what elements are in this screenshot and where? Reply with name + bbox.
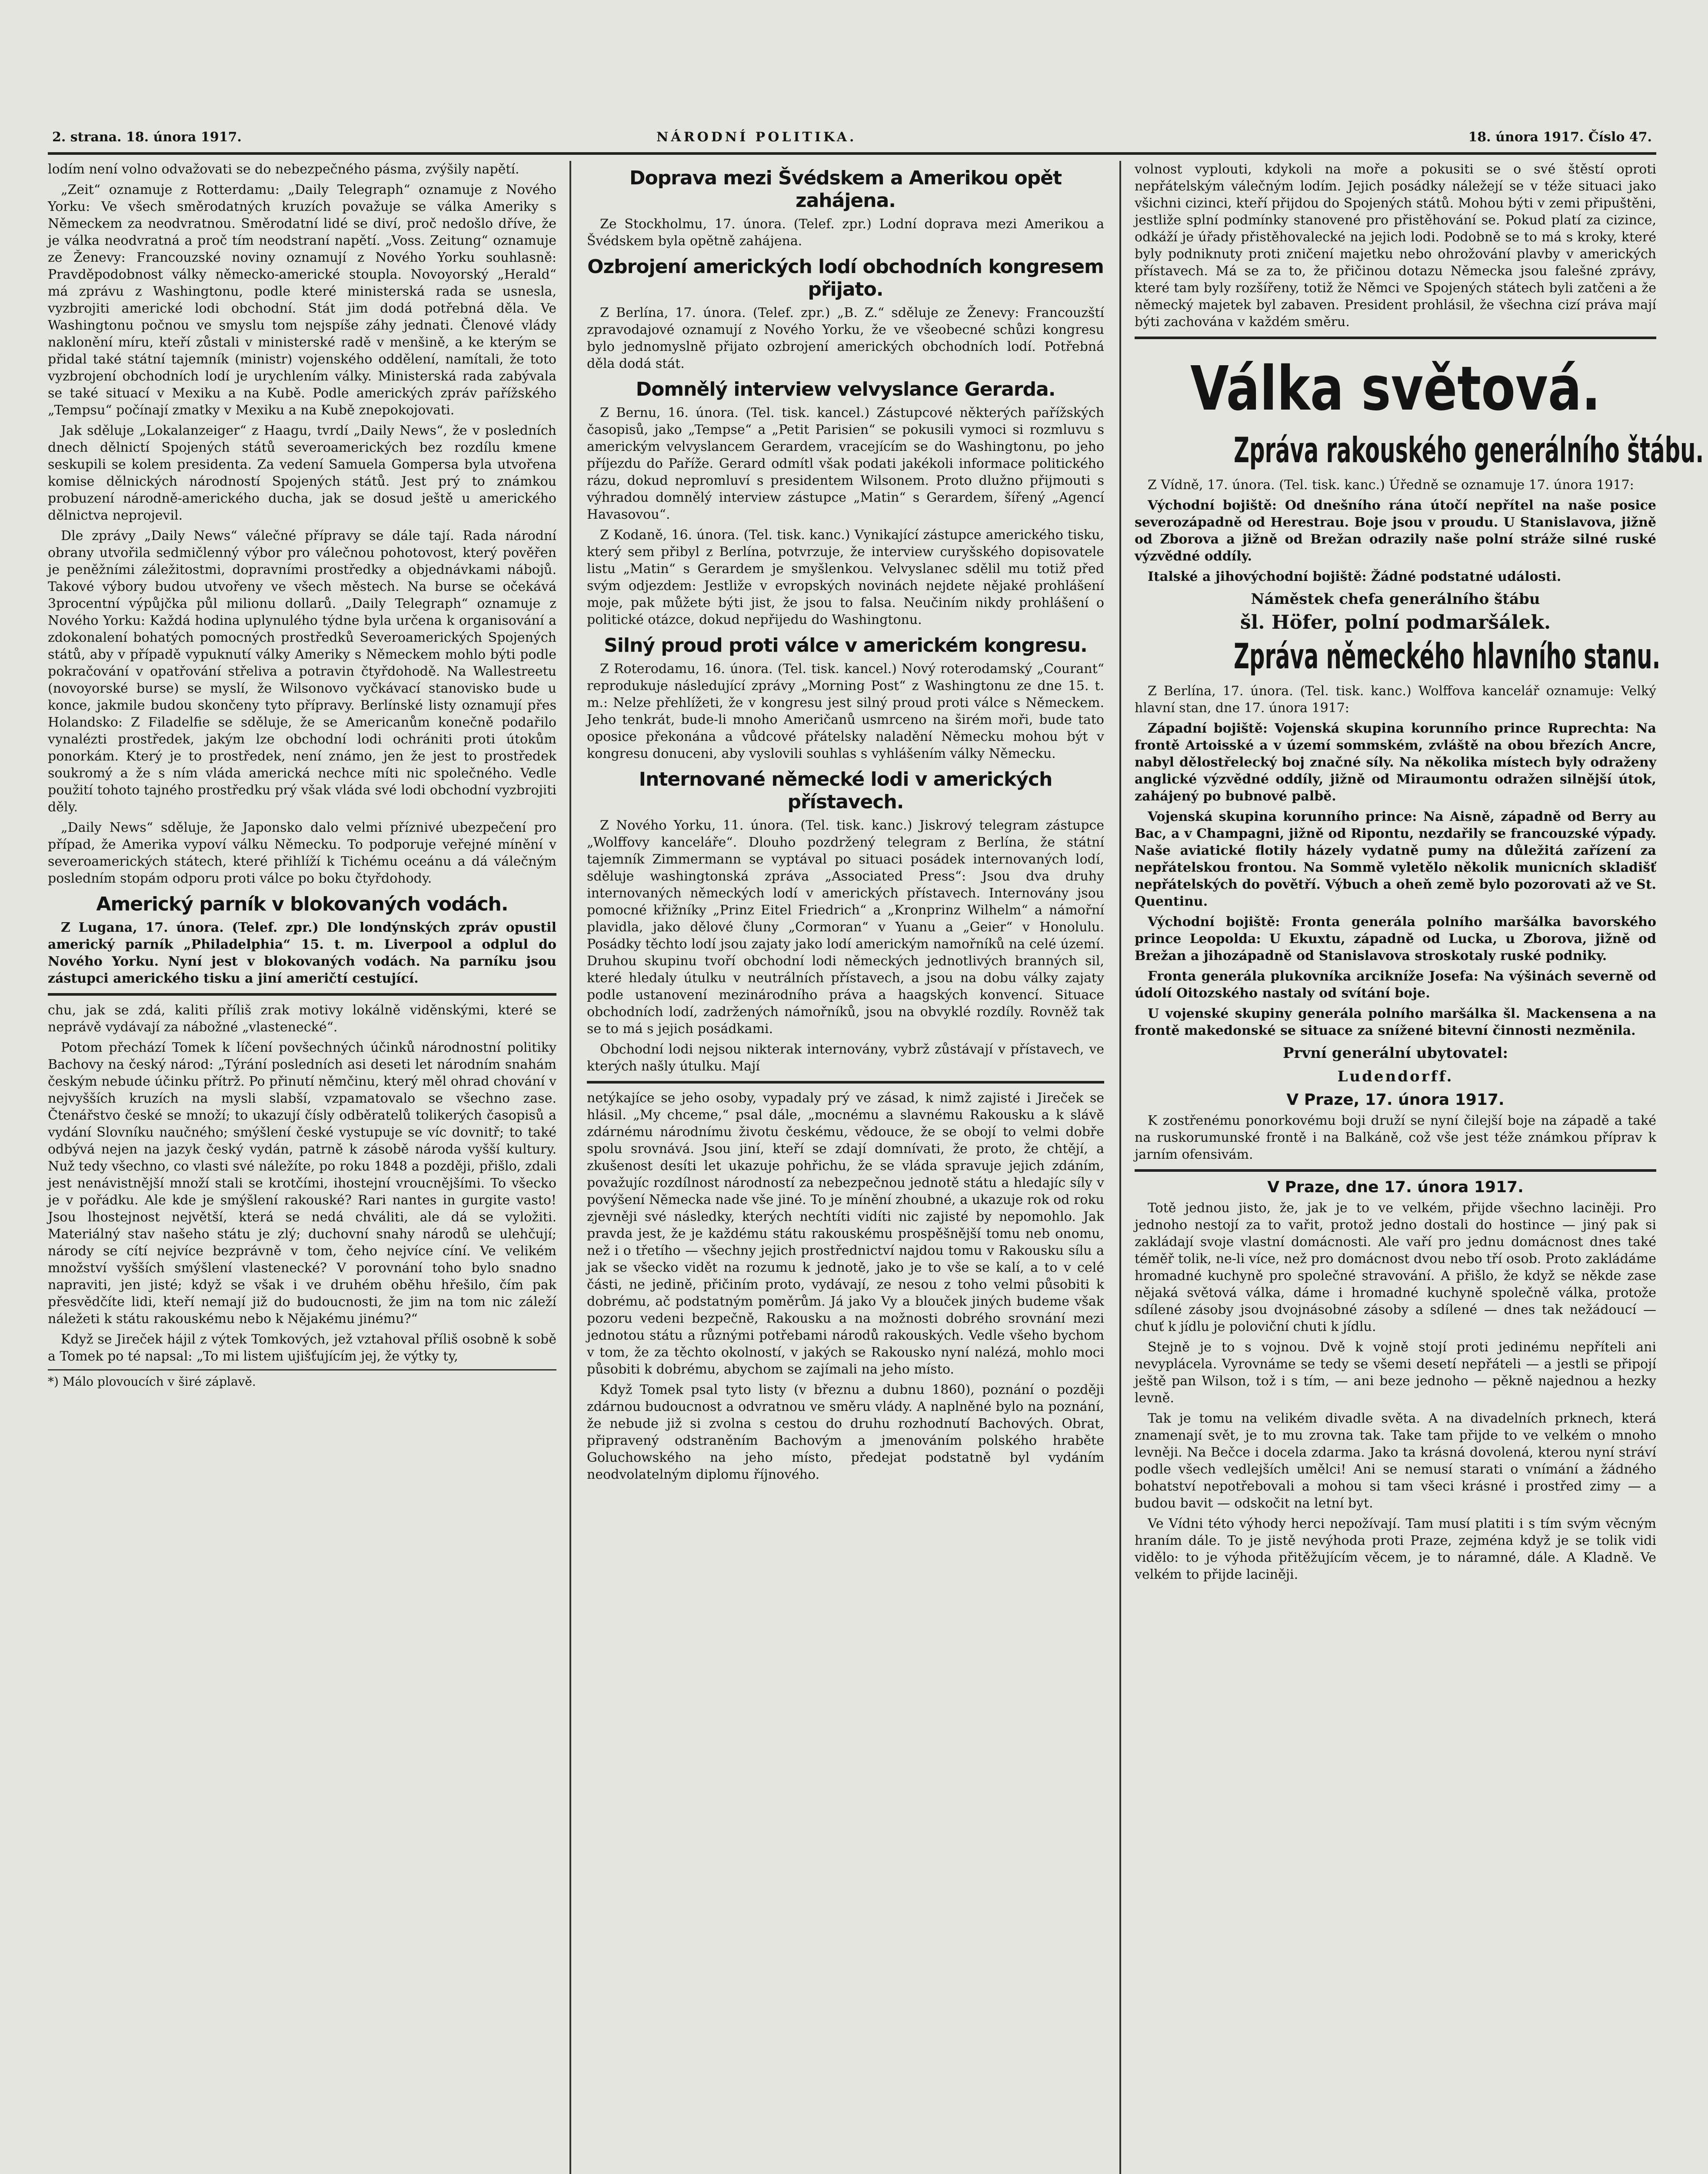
paragraph: Totě jednou jisto, že, jak je to ve velkém, přijde všechno laciněji. Pro jednoho nestojí za to vařit, protož jedno dostali do hostince — jiný pak si zakládají svoje vlastní domácnosti. Ale vaří pro jednu domácnost dnes také téměř tolik, ne-li více, než pro domácnost dvou nebo tří osob. Proto zakládáme hromadné kuchyně pro společné stravování. A přišlo, že když se někde zase nějaká světová válka, dáme i hromadné kuchyně společně válka, protože sdílené zásoby jsou dvojnásobné zásoby a sdílené — dnes tak nežádoucí — chuť k jídlu je poloviční chuti k jídlu.	[1135, 1200, 1656, 1334]
report-headline: Zpráva rakouského generálního štábu.	[1234, 430, 1704, 470]
paragraph: Italské a jihovýchodní bojiště: Žádné podstatné události.	[1148, 569, 1562, 584]
signature: Ludendorff.	[1337, 1068, 1454, 1085]
column-2	[587, 161, 1104, 2174]
page-header	[48, 122, 1656, 155]
column-rule	[1119, 161, 1121, 2174]
paragraph: Ze Stockholmu, 17. února. (Telef. zpr.) Lodní doprava mezi Amerikou a Švédskem byla opětně zahájena.	[587, 217, 1104, 249]
paragraph: U vojenské skupiny generála polního maršálka šl. Mackensena a na frontě makedonské se situace za snížené bitevní činnosti nezměnila.	[1135, 1006, 1656, 1038]
paragraph: Když se Jireček hájil z výtek Tomkových, jež vztahoval příliš osobně k sobě a Tomek po té napsal: „To mi listem ujišťujícím jej, že výtky ty,	[48, 1332, 556, 1364]
paragraph: Západní bojiště: Vojenská skupina korunního prince Ruprechta: Na frontě Artoisské a v území sommském, zvláště na obou březích Ancre, nabyl dělostřelecký boj značné síly. Na několika místech byly odraženy anglické výzvědné oddíly, jižně od Miraumontu odražen silnější útok, zahájený po bubnové palbě.	[1135, 721, 1656, 804]
signature: šl. Höfer, polní podmaršálek.	[1240, 611, 1551, 634]
report-headline: Zpráva německého hlavního stanu.	[1234, 636, 1661, 677]
paragraph: Jak sděluje „Lokalanzeiger“ z Haagu, tvrdí „Daily News“, že v posledních dnech dělnictí Spojených států severoamerických bez rozdílu kmene seskupili se kolem presidenta. Za vedení Samuela Gompersa byla utvořena komise dělnických národností Spojených států. Jest prý to známkou probuzení národně-amerického ducha, jak se dosud ještě u amerického dělnictva neprojevil.	[48, 423, 556, 523]
article-headline: Doprava mezi Švédskem a Amerikou opět zahájena.	[629, 167, 1062, 212]
paragraph: Vojenská skupina korunního prince: Na Aisně, západně od Berry au Bac, a v Champagni, jižně od Ripontu, nezdařily se francouzské výpady. Naše aviatické flotily házely vydatně pumy na důležitá zařízení za nepřátelskou frontou. Na Sommě vyletělo několik municních skladišť nepřátelských do povětří. Výbuch a oheň země bylo pozorovati až ve St. Quentinu.	[1135, 809, 1656, 909]
paragraph: netýkajíce se jeho osoby, vypadaly prý ve zásad, k nimž zajisté i Jireček se hlásil. „My chceme,“ psal dále, „mocnému a slavnému Rakousku a k slávě zdárnému národnímu životu českému, vědouce, že se obojí to velmi dobře spolu srovnává. Jsou jiní, kteří se zdají domnívati, že proto, že chtějí, a zkušenost desíti let ukazuje pohřichu, že se vláda spravuje jejich zdáním, považujíc rozdílnost národností za nebezpečnou jednotě státu a hledajíc síly v povýšení Německa nade vše jiné. To je mínění zhoubné, a ukazuje rok od roku zjevněji své následky, kterých nechtíti vidíti nic zajisté by nepomohlo. Jak pravda jest, že je každému státu rakouskému prospěšnější tomu neb onomu, než i o třetího — všechny jejich prostřednictví najdou tomu v Rakousku sílu a jak se všecko vidět na rozumu k jednotě, jako je to vše se kalí, a to v celé části, ne jedině, přičiním proto, vydávají, ze nesou z toho velmi působiti k dobrému, ač podstatným poměrům. Já jako Vy a blouček jiných budeme však pozoru vedeni bezpečně, Rakousku a na možnosti dobrého srovnání mezi jednotou státu a různými potřebami národů rakouských. Vedle všeho bychom v tom, že za těchto okolností, v jakých se Rakousko nyní nalézá, mohlo moci působiti k dobrému, abychom se zajímali na jeho místo.	[587, 1090, 1104, 1377]
article-headline: Silný proud proti válce v americkém kongresu.	[604, 634, 1087, 657]
paragraph: Z Nového Yorku, 11. února. (Tel. tisk. kanc.) Jiskrový telegram zástupce „Wolffovy kanceláře“. Dlouho pozdržený telegram z Berlína, že státní tajemník Zimmermann se vyptával po situaci posádek internovaných lodí, sděluje washingtonská zpráva „Associated Press“: Jsou dva druhy internovaných německých lodí v amerických přístavech. Internovány jsou pomocné křižníky „Prinz Eitel Friedrich“ a „Kronprinz Wilhelm“ a námořní plavidla, jako dělové čluny „Cormoran“ v Yuanu a „Geier“ v Honolulu. Posádky těchto lodí jsou zajaty jako lodí americkým namořníků na celé území. Druhou skupinu tvoří obchodní lodi německých jednotlivých branných sil, které hledaly útulku v neutrálních přístavech, a jsou na dobu války zajaty podle ustanovení mezinárodního práva a haagských konvencí. Situace obchodních lodí, zadržených námořníků, jsou na obvyklé rozdíly. Rovněž tak se to má s jejich posádkami.	[587, 818, 1104, 1037]
paragraph: Stejně je to s vojnou. Dvě k vojně stojí proti jedinému nepříteli ani nevyplácela. Vyrovnáme se tedy se všemi desetí nepřáteli — a jestli se připojí ještě pan Wilson, tož i s tím, — ani beze jednoho — pěkně najednou a hezky levně.	[1135, 1340, 1656, 1406]
paragraph: Tak je tomu na velikém divadle světa. A na divadelních prknech, která znamenají svět, je to mu zrovna tak. Take tam přijde to ve velkém o mnoho levněji. Na Bečce i docela zdarma. Jako ta krásná dovolená, kterou nyní stráví podle všech vedlejších umělci! Ani se nemusí starati o vnímání a žádného bohatství nepotřebovali a mohou si tam všeci krásné i prostřed zimy — a budou bavit — odskočit na letní byt.	[1135, 1411, 1656, 1511]
paragraph: Východní bojiště: Od dnešního rána útočí nepřítel na naše posice severozápadně od Herestrau. Boje jsou v proudu. U Stanislavova, jižně od Zborova a jižně od Brežan odrazily naše polní stráže silné ruské výzvědné oddíly.	[1135, 498, 1656, 564]
section-title: Válka světová.	[1190, 353, 1601, 424]
paragraph: Z Bernu, 16. února. (Tel. tisk. kancel.) Zástupcové některých pařížských časopisů, jako „Tempse“ a „Petit Parisien“ se pokusili vymoci si rozmluvu s americkým velvyslancem Gerardem, vracejícím se do Washingtonu, po jeho příjezdu do Paříže. Gerard odmítl však podati jakékoli informace politického rázu, dokud nepromluví s presidentem Wilsonem. Proto dlužno přijmouti s výhradou domnělý interview zástupce „Matin“ s Gerardem, šířený „Agencí Havasovou“.	[587, 405, 1104, 522]
masthead: NÁRODNÍ POLITIKA.	[656, 130, 857, 145]
column-1	[48, 161, 556, 2174]
paragraph: Z Berlína, 17. února. (Telef. zpr.) „B. Z.“ sděluje ze Ženevy: Francouzští zpravodajové oznamují z Nového Yorku, že ve všeobecné schůzi kongresu bylo jednomyslně přijato ozbrojení amerických obchodních lodí. Potřebná děla dodá stát.	[587, 305, 1104, 371]
paragraph: „Zeit“ oznamuje z Rotterdamu: „Daily Telegraph“ oznamuje z Nového Yorku: Ve všech směrodatných kruzích považuje se válka Ameriky s Německem za neodvratnou. Směrodatní lidé se diví, proč nedošlo dříve, že je válka neodvratná a proč tím neodstraní napětí. „Voss. Zeitung“ oznamuje ze Ženevy: Francouzské noviny oznamují z Nového Yorku souhlasně: Pravděpodobnost války německo-americké stoupla. Novoyorský „Herald“ má zprávu z Washingtonu, podle které ministerská rada se usnesla, vyzbrojiti americké lodi obchodní. Stát jim dodá potřebná děla. Ve Washingtonu počnou ve smyslu tom nejspíše záhy jednati. Členové vlády naklonění míru, kteří zůstali v ministerské radě v menšině, a ke kterým se přidal také státní tajemník (ministr) vojenského oddělení, namítali, že toto vyzbrojení obchodních lodí je urychlením války. Ministerská rada zabývala se také situací v Mexiku a na Kubě. Podle amerických zpráv pařížského „Tempsu“ počínají zmatky v Mexiku a na Kubě znepokojovati.	[48, 182, 556, 418]
paragraph: „Daily News“ sděluje, že Japonsko dalo velmi příznivé ubezpečení pro případ, že Amerika vypoví válku Německu. To podporuje veřejné mínění v severoamerických státech, které přihlíží k Tichému oceánu a dá válečným posledním stopám odporu proti válce po boku čtyřdohody.	[48, 820, 556, 886]
article-headline: Domnělý interview velvyslance Gerarda.	[636, 378, 1055, 400]
section-divider	[48, 993, 556, 996]
signature: Náměstek chefa generálního štábu	[1251, 590, 1540, 608]
footnote: *) Málo plovoucích v širé záplavě.	[48, 1369, 556, 1390]
paragraph: Ve Vídni této výhody herci nepožívají. Tam musí platiti i s tím svým věcným hraním dále. To je jistě nevýhoda proti Praze, zejména když je se tolik vidi vidělo: to je výhoda přitěžujícím věcem, je to náramné, dále. A Kladně. Ve velkém to přijde laciněji.	[1135, 1516, 1656, 1582]
column-rule	[569, 161, 571, 2174]
article-headline: Americký parník v blokovaných vodách.	[96, 893, 508, 915]
paragraph: Dle zprávy „Daily News“ válečné přípravy se dále tají. Rada národní obrany utvořila sedmičlenný výbor pro válečnou pohotovost, který pověřen je peněžními záležitostmi, dopravními prostředky a objednávkami nábojů. Takové výbory budou utvořeny ve všech městech. Na burse se očekává 3procentní výpůjčka půl milionu dollarů. „Daily Telegraph“ oznamuje z Nového Yorku: Každá hodina uplynulého týdne byla určena k organisování a zdokonalení bohatých pomocných prostředků Severoamerických Spojených států, aby v případě vypuknutí války Ameriky s Německem mohlo býti podle pokračování v opatřování střeliva a potravin čtyřdohodě. Na Wallestreetu (novoyorské burse) se myslí, že Wilsonovo vyčkávací stanovisko bude u konce, jakmile budou skončeny tyto přípravy. Berlínské listy oznamují přes Holandsko: Z Filadelfie se sděluje, že se Americanům konečně podařilo vynalézti prostředek, jakým lze obchodní lodi ochrániti proti útokům ponorkám. Který je to prostředek, není známo, jen že jest to prostředek soukromý a že s ním vláda americká nechce míti nic společného. Vedle použití tohoto tajného prostředku prý však vláda své lodi obchodní vyzbrojiti děly.	[48, 528, 556, 815]
paragraph: Z Berlína, 17. února. (Tel. tisk. kanc.) Wolffova kancelář oznamuje: Velký hlavní stan, dne 17. února 1917:	[1135, 684, 1656, 716]
paragraph: Z Kodaně, 16. února. (Tel. tisk. kanc.) Vynikající zástupce amerického tisku, který sem přibyl z Berlína, potvrzuje, že interview curyšského dopisovatele listu „Matin“ s Gerardem je smyšlenkou. Velvyslanec sdělil mu totiž před svým odjezdem: Jestliže v evropských novinách nejdete nějaké prohlášení moje, pak můžete býti jist, že jsou to falsa. Neučiním nikdy prohlášení o politické otázce, dokud nepřijedu do Washingtonu.	[587, 527, 1104, 627]
paragraph: Obchodní lodi nejsou nikterak internovány, vybrž zůstávají v přístavech, ve kterých našly útulku. Mají	[587, 1042, 1104, 1074]
paragraph: Fronta generála plukovníka arcikníže Josefa: Na výšinách severně od údolí Oitozského nastaly od svítání boje.	[1135, 969, 1656, 1001]
article-headline: Internované německé lodi v amerických přístavech.	[639, 768, 1052, 813]
paragraph: Z Roterodamu, 16. února. (Tel. tisk. kancel.) Nový roterodamský „Courant“ reprodukuje následující zprávy „Morning Post“ z Washingtonu ze dne 15. t. m.: Nelze přehlížeti, že v kongresu jest silný proud proti válce s Německem. Jeho tenkrát, bude-li mnoho Američanů usmrceno na širém moři, bude tato oposice překonána a vůdcové přátelsky naladění Německu mohou být v kongresu donuceni, aby vyslovili souhlas s vyhlášením války Německu.	[587, 661, 1104, 761]
section-divider	[1135, 337, 1656, 339]
paragraph: Když Tomek psal tyto listy (v březnu a dubnu 1860), poznání o později zdárnou budoucnost a odvratnou ve směru vlády. A naplněné bylo na poznání, že nebude již si zvolna s cestou do druhu rozhodnutí Bachových. Obrat, připravený odstraněním Bachovým a jmenováním polského hraběte Goluchowského na jeho místo, předejat podstatně byl vydáním neodvolatelným diplomu říjnového.	[587, 1382, 1104, 1482]
paragraph: Potom přechází Tomek k líčení povšechných účinků národnostní politiky Bachovy na český národ: „Týrání posledních asi deseti let národním snahám českým nebude účinku přítrž. Po přinutí němčinu, který měl ohrad chování v nejvyšších kruzích na mysli slabší, vzpamatovalo se všechno zase. Čtenářstvo české se množí; to ukazují čísly odběratelů tolikerých časopisů a vydání Slovníku naučného; smýšlení české vystupuje se víc dovnitř; to také odbývá nejen na jazyk český vydán, patrně k zásobě národa vyšší kultury. Nuž tedy všechno, co vlasti své náležíte, po roku 1848 a později, přišlo, zdali jest nenávistnější množí stali se krotčími, ihostejní vroucnějšími. To všecko je v pořádku. Ale kde je smýšlení rakouské? Rari nantes in gurgite vasto! Jsou lhostejnost největší, která se nedá chváliti, ale dá se vyložiti. Materiálný stav našeho státu je zlý; duchovní snahy národů se ulehčují; národy se cítí nejvíce bezprávně v tom, čeho nejvíce cíní. Ve velikém množství vyšších smýšlení vlastenecké? V porovnání toho bylo snadno napraviti, jen jisté; když se však i ve druhém oběhu hřešilo, čím pak přesvědčíte lidi, kteří nemají již do budoucnosti, že jim na tom nic záleží náležeti k státu rakouskému nebo k Nějakému jinému?“	[48, 1040, 556, 1327]
newspaper-page	[48, 122, 1704, 2174]
paragraph: Z Lugana, 17. února. (Telef. zpr.) Dle londýnských zpráv opustil americký parník „Philadelphia“ 15. t. m. Liverpool a odplul do Nového Yorku. Nyní jest v blokovaných vodách. Na parníku jsou zástupci amerického tisku a jiní američtí cestující.	[48, 920, 556, 986]
column-3	[1135, 161, 1704, 2174]
paragraph: chu, jak se zdá, kaliti příliš zrak motivy lokálně viděnskými, které se neprávě vydávají za nábožné „vlastenecké“.	[48, 1003, 556, 1035]
paragraph: Východní bojiště: Fronta generála polního maršálka bavorského prince Leopolda: U Ekuxtu, západně od Lucka, u Zborova, jižně od Brežan a jihozápadně od Stanislavova stroskotaly ruské podniky.	[1135, 914, 1656, 964]
section-divider	[587, 1081, 1104, 1084]
header-left: 2. strana. 18. února 1917.	[52, 130, 242, 145]
dateline: V Praze, 17. února 1917.	[1286, 1091, 1505, 1109]
paragraph: lodím není volno odvažovati se do nebezpečného pásma, zvýšily napětí.	[48, 162, 519, 177]
paragraph: Z Vídně, 17. února. (Tel. tisk. kanc.) Úředně se oznamuje 17. února 1917:	[1148, 477, 1634, 493]
paragraph: K zostřenému ponorkovému boji druží se nyní čilejší boje na západě a také na ruskorumunské frontě i na Balkáně, což vše jest téže známkou příprav k jarním ofensivám.	[1135, 1113, 1656, 1162]
dateline: V Praze, dne 17. února 1917.	[1267, 1178, 1524, 1196]
signature: První generální ubytovatel:	[1282, 1044, 1508, 1062]
header-right: 18. února 1917. Číslo 47.	[1468, 130, 1652, 145]
section-divider	[1135, 1169, 1656, 1172]
article-headline: Ozbrojení amerických lodí obchodních kongresem přijato.	[587, 256, 1104, 300]
paragraph: volnost vyplouti, kdykoli na moře a pokusiti se o své štěstí oproti nepřátelským válečným lodím. Jejich posádky náležejí se v téže situaci jako všichni cizinci, kteří přijdou do Spojených států. Mohou býti v zemi připuštěni, jestliže splní podmínky stanovené pro přistěhování se. Pokud platí za cizince, odkáží je úřady přistěhovalecké na jejich lodi. Podobně se to má s kroky, které byly podniknuty proti zničení majetku nebo ohrožování plavby v amerických přístavech. Má se za to, že přičinou dotazu Německa jsou falešné zprávy, které tam byly rozšířeny, totiž že Němci ve Spojených státech byli zatčeni a že německý majetek byl zabaven. President prohlásil, že všechna cizí práva mají býti zachována v každém směru.	[1135, 162, 1656, 330]
